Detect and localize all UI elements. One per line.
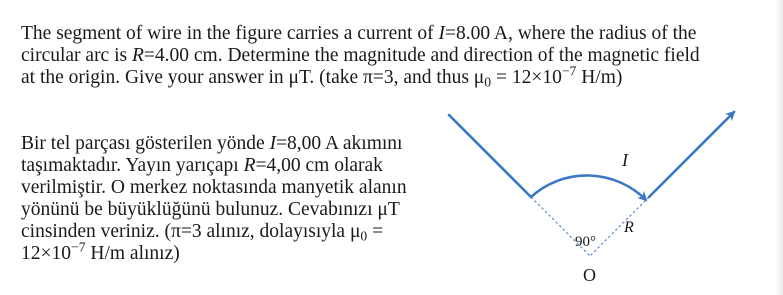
text-tr-3: verilmiştir. O merkez noktasında manyetik alanın (21, 177, 407, 198)
text-tr-5b: = (367, 221, 384, 242)
text-en-2a: circular arc is (21, 45, 132, 66)
text-en-1a: The segment of wire in the figure carries a current of (21, 23, 439, 44)
current-symbol: I (438, 23, 445, 44)
origin-label: O (583, 265, 596, 285)
wire-incoming (449, 115, 531, 197)
radius-symbol-tr: R (243, 155, 256, 176)
text-en-3b: = 12×10 (491, 67, 562, 88)
radius-label: R (624, 219, 634, 236)
exponent-tr: −7 (71, 239, 86, 255)
radius-symbol: R (131, 45, 144, 66)
text-en-3a: at the origin. Give your answer in μT. (take π=3, and thus μ (21, 67, 485, 88)
text-tr-2a: taşımaktadır. Yayın yarıçapı (21, 155, 244, 176)
mu-subscript: 0 (484, 74, 492, 90)
text-tr-6a: 12×10 (21, 243, 71, 264)
mu-subscript-tr: 0 (360, 228, 368, 244)
radius-line-right (590, 197, 649, 256)
page-edge-shadow (776, 0, 783, 295)
current-symbol-tr: I (269, 133, 277, 154)
text-tr-5a: cinsinden veriniz. (π=3 alınız, dolayısıyla μ (21, 221, 361, 242)
angle-label: 90° (575, 234, 596, 250)
text-tr-6b: H/m alınız) (85, 243, 180, 264)
exponent: −7 (561, 63, 577, 79)
text-tr-1b: =8,00 A akımını (276, 133, 403, 154)
text-en-2b: =4.00 cm. Determine the magnitude and direction of the magnetic field (143, 45, 700, 66)
text-en-1b: =8.00 A, where the radius of the (444, 23, 697, 44)
text-tr-1a: Bir tel parçası gösterilen yönde (21, 133, 270, 154)
current-label: I (622, 150, 628, 170)
text-tr-2b: =4,00 cm olarak (255, 155, 383, 176)
text-tr-4: yönünü be büyüklüğünü bulunuz. Cevabınızı μT (21, 199, 400, 220)
wire-arc (531, 175, 646, 200)
wire-outgoing (649, 112, 734, 197)
text-en-3c: H/m) (576, 67, 623, 88)
